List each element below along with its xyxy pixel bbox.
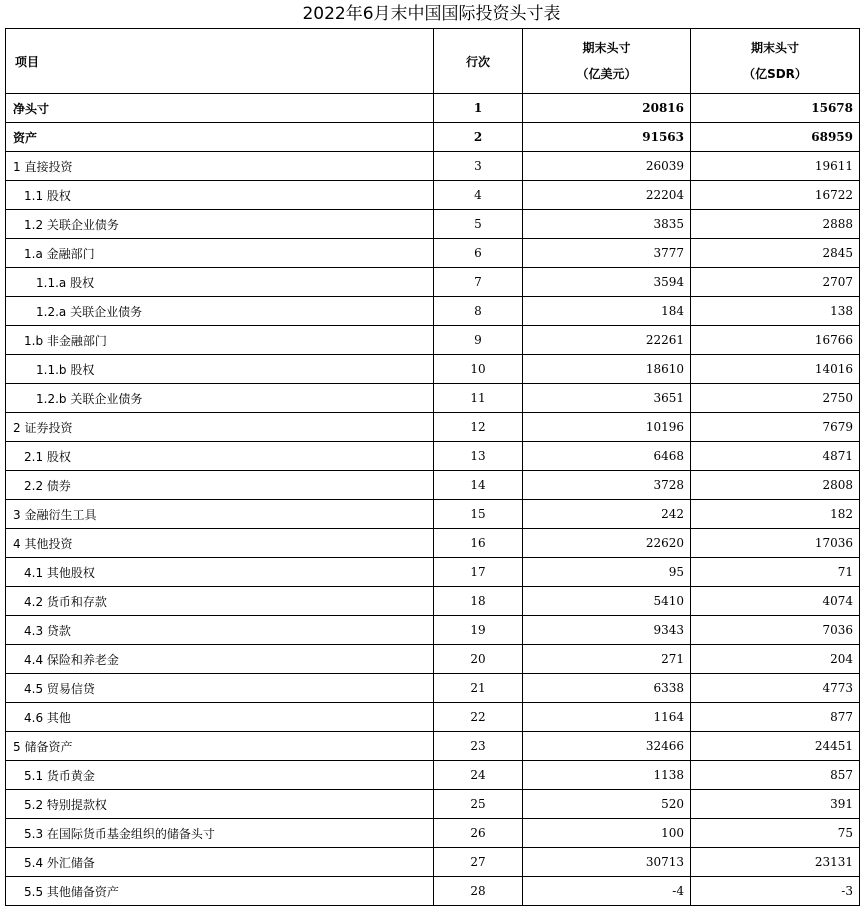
- table-row: [6, 877, 860, 906]
- row-label: 4.1 其他股权: [6, 558, 434, 587]
- table-row: [6, 471, 860, 500]
- table-row: [6, 152, 860, 181]
- table-row: [6, 819, 860, 848]
- row-label: 5 储备资产: [6, 732, 434, 761]
- table-row: [6, 732, 860, 761]
- value-usd: -4: [523, 877, 691, 906]
- row-label: 4.3 贷款: [6, 616, 434, 645]
- value-sdr: 68959: [691, 123, 860, 152]
- table-row: [6, 442, 860, 471]
- value-sdr: 75: [691, 819, 860, 848]
- row-number: 6: [434, 239, 523, 268]
- row-number: 13: [434, 442, 523, 471]
- row-number: 8: [434, 297, 523, 326]
- value-usd: 6338: [523, 674, 691, 703]
- value-usd: 100: [523, 819, 691, 848]
- table-body: [6, 94, 860, 906]
- value-usd: 3594: [523, 268, 691, 297]
- value-usd: 95: [523, 558, 691, 587]
- value-usd: 9343: [523, 616, 691, 645]
- value-usd: 3835: [523, 210, 691, 239]
- value-sdr: -3: [691, 877, 860, 906]
- row-label: 1.1.a 股权: [6, 268, 434, 297]
- row-number: 16: [434, 529, 523, 558]
- value-sdr: 877: [691, 703, 860, 732]
- row-number: 28: [434, 877, 523, 906]
- value-sdr: 391: [691, 790, 860, 819]
- column-header-sdr-line1: 期末头寸: [750, 41, 799, 55]
- header-row: [6, 29, 860, 94]
- value-sdr: 17036: [691, 529, 860, 558]
- value-usd: 91563: [523, 123, 691, 152]
- row-label: 2.2 债券: [6, 471, 434, 500]
- column-header-usd-line2: （亿美元）: [576, 67, 637, 81]
- table-row: [6, 703, 860, 732]
- row-label: 5.4 外汇储备: [6, 848, 434, 877]
- row-label: 1.2 关联企业债务: [6, 210, 434, 239]
- value-usd: 22261: [523, 326, 691, 355]
- value-usd: 32466: [523, 732, 691, 761]
- row-label: 资产: [6, 123, 434, 152]
- table-row: [6, 500, 860, 529]
- value-sdr: 4074: [691, 587, 860, 616]
- table-row: [6, 413, 860, 442]
- row-label: 3 金融衍生工具: [6, 500, 434, 529]
- row-label: 1.1 股权: [6, 181, 434, 210]
- row-label: 4.4 保险和养老金: [6, 645, 434, 674]
- table-row: [6, 790, 860, 819]
- value-usd: 10196: [523, 413, 691, 442]
- value-usd: 20816: [523, 94, 691, 123]
- column-header-usd-line1: 期末头寸: [582, 41, 631, 55]
- table-row: [6, 181, 860, 210]
- value-sdr: 23131: [691, 848, 860, 877]
- value-sdr: 19611: [691, 152, 860, 181]
- row-number: 26: [434, 819, 523, 848]
- value-sdr: 4773: [691, 674, 860, 703]
- value-usd: 1138: [523, 761, 691, 790]
- value-sdr: 138: [691, 297, 860, 326]
- value-sdr: 16722: [691, 181, 860, 210]
- value-usd: 18610: [523, 355, 691, 384]
- row-label: 1.a 金融部门: [6, 239, 434, 268]
- value-usd: 22620: [523, 529, 691, 558]
- value-usd: 3651: [523, 384, 691, 413]
- value-sdr: 4871: [691, 442, 860, 471]
- table-row: [6, 761, 860, 790]
- row-label: 2 证券投资: [6, 413, 434, 442]
- table-row: [6, 529, 860, 558]
- value-sdr: 2888: [691, 210, 860, 239]
- row-number: 20: [434, 645, 523, 674]
- row-number: 10: [434, 355, 523, 384]
- row-label: 4 其他投资: [6, 529, 434, 558]
- table-row: [6, 326, 860, 355]
- table-row: [6, 355, 860, 384]
- row-label: 5.3 在国际货币基金组织的储备头寸: [6, 819, 434, 848]
- row-number: 11: [434, 384, 523, 413]
- value-sdr: 71: [691, 558, 860, 587]
- value-usd: 6468: [523, 442, 691, 471]
- row-label: 5.1 货币黄金: [6, 761, 434, 790]
- value-usd: 3728: [523, 471, 691, 500]
- page-title: 2022年6月末中国国际投资头寸表: [302, 4, 561, 24]
- value-sdr: 7036: [691, 616, 860, 645]
- row-number: 19: [434, 616, 523, 645]
- row-number: 22: [434, 703, 523, 732]
- table-row: [6, 123, 860, 152]
- row-label: 1.2.b 关联企业债务: [6, 384, 434, 413]
- value-sdr: 857: [691, 761, 860, 790]
- value-usd: 30713: [523, 848, 691, 877]
- row-number: 9: [434, 326, 523, 355]
- row-number: 15: [434, 500, 523, 529]
- position-table: [5, 28, 860, 906]
- row-number: 5: [434, 210, 523, 239]
- row-number: 21: [434, 674, 523, 703]
- row-number: 2: [434, 123, 523, 152]
- value-sdr: 24451: [691, 732, 860, 761]
- value-sdr: 2845: [691, 239, 860, 268]
- table-row: [6, 645, 860, 674]
- column-header-row-no: 行次: [434, 29, 523, 94]
- value-usd: 1164: [523, 703, 691, 732]
- row-label: 4.5 贸易信贷: [6, 674, 434, 703]
- row-number: 3: [434, 152, 523, 181]
- row-number: 23: [434, 732, 523, 761]
- column-header-usd: [523, 29, 691, 94]
- table-row: [6, 674, 860, 703]
- row-label: 1.b 非金融部门: [6, 326, 434, 355]
- value-sdr: 2707: [691, 268, 860, 297]
- row-number: 27: [434, 848, 523, 877]
- value-sdr: 182: [691, 500, 860, 529]
- column-header-item: 项目: [6, 29, 434, 94]
- row-label: 1.2.a 关联企业债务: [6, 297, 434, 326]
- table-header: [6, 29, 860, 94]
- value-usd: 520: [523, 790, 691, 819]
- value-usd: 3777: [523, 239, 691, 268]
- value-usd: 184: [523, 297, 691, 326]
- row-number: 17: [434, 558, 523, 587]
- column-header-sdr: [691, 29, 860, 94]
- value-usd: 26039: [523, 152, 691, 181]
- value-sdr: 14016: [691, 355, 860, 384]
- row-number: 18: [434, 587, 523, 616]
- value-usd: 22204: [523, 181, 691, 210]
- value-sdr: 2750: [691, 384, 860, 413]
- row-number: 25: [434, 790, 523, 819]
- table-row: [6, 616, 860, 645]
- row-number: 12: [434, 413, 523, 442]
- row-number: 1: [434, 94, 523, 123]
- table-row: [6, 297, 860, 326]
- table-row: [6, 239, 860, 268]
- row-label: 4.6 其他: [6, 703, 434, 732]
- value-sdr: 204: [691, 645, 860, 674]
- row-number: 4: [434, 181, 523, 210]
- value-sdr: 7679: [691, 413, 860, 442]
- value-usd: 242: [523, 500, 691, 529]
- table-row: [6, 558, 860, 587]
- row-number: 14: [434, 471, 523, 500]
- value-sdr: 2808: [691, 471, 860, 500]
- value-usd: 5410: [523, 587, 691, 616]
- table-row: [6, 384, 860, 413]
- row-label: 净头寸: [6, 94, 434, 123]
- row-number: 7: [434, 268, 523, 297]
- row-label: 4.2 货币和存款: [6, 587, 434, 616]
- value-sdr: 16766: [691, 326, 860, 355]
- table-row: [6, 94, 860, 123]
- row-label: 2.1 股权: [6, 442, 434, 471]
- value-usd: 271: [523, 645, 691, 674]
- table-row: [6, 268, 860, 297]
- row-label: 5.2 特别提款权: [6, 790, 434, 819]
- table-row: [6, 587, 860, 616]
- row-label: 1.1.b 股权: [6, 355, 434, 384]
- row-number: 24: [434, 761, 523, 790]
- row-label: 5.5 其他储备资产: [6, 877, 434, 906]
- table-row: [6, 848, 860, 877]
- table-row: [6, 210, 860, 239]
- column-header-sdr-line2: （亿SDR）: [743, 67, 807, 81]
- row-label: 1 直接投资: [6, 152, 434, 181]
- value-sdr: 15678: [691, 94, 860, 123]
